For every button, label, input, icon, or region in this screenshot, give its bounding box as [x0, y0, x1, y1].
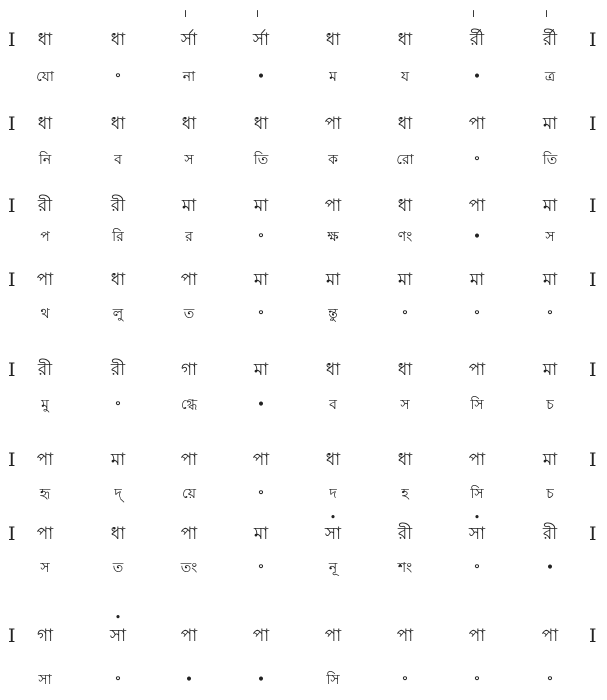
- octave-dot: •: [329, 511, 337, 524]
- lyric-syllable: ॰: [115, 69, 121, 85]
- swara-note: পা: [36, 450, 54, 470]
- bar-separator-right: I: [589, 523, 597, 545]
- lyric-syllable: যো: [36, 69, 54, 85]
- swara-note: পা: [468, 196, 486, 216]
- lyric-syllable: ণং: [397, 229, 413, 245]
- bar-separator-left: I: [8, 359, 16, 381]
- lyric-syllable: •: [256, 672, 266, 688]
- lyric-syllable: হৃ: [39, 486, 51, 502]
- swara-note: ধা: [397, 114, 413, 134]
- bar-separator-right: I: [589, 449, 597, 471]
- swara-note: ধা: [37, 30, 53, 50]
- lyric-syllable: ॰: [474, 560, 480, 576]
- lyric-syllable: ত্র: [544, 69, 556, 85]
- swara-note: ধা: [110, 114, 126, 134]
- swara-note: রী: [37, 360, 53, 380]
- bar-separator-right: I: [589, 625, 597, 647]
- lyric-syllable: সি: [470, 397, 484, 413]
- swara-note: ধা: [397, 30, 413, 50]
- bar-separator-right: I: [589, 195, 597, 217]
- lyric-syllable: স: [40, 560, 50, 576]
- swara-note: পা: [252, 450, 270, 470]
- lyric-syllable: থ: [40, 306, 50, 322]
- lyric-syllable: ॰: [115, 672, 121, 688]
- swara-note: মা: [542, 114, 558, 134]
- bar-separator-right: I: [589, 29, 597, 51]
- lyric-syllable: রি: [112, 229, 124, 245]
- taar-saptak-marker: ।: [470, 7, 476, 20]
- lyric-syllable: ॰: [258, 306, 264, 322]
- swara-note: পা: [468, 626, 486, 646]
- swara-note: মা: [253, 524, 269, 544]
- swara-note: পা: [396, 626, 414, 646]
- swara-note: র্রী: [469, 30, 485, 50]
- lyric-syllable: য়ে: [182, 486, 196, 502]
- bar-separator-left: I: [8, 29, 16, 51]
- lyric-syllable: নি: [38, 152, 52, 168]
- lyric-syllable: •: [472, 69, 482, 85]
- lyric-syllable: তি: [253, 152, 269, 168]
- lyric-syllable: ॰: [258, 229, 264, 245]
- swara-note: পা: [252, 626, 270, 646]
- swara-note: পা: [468, 360, 486, 380]
- octave-dot: •: [114, 611, 122, 624]
- swara-note: মা: [325, 270, 341, 290]
- lyric-syllable: •: [256, 69, 266, 85]
- swara-note: গা: [36, 626, 54, 646]
- swara-note: ধা: [253, 114, 269, 134]
- swara-note: মা: [110, 450, 126, 470]
- swara-note: মা: [253, 196, 269, 216]
- lyric-syllable: ॰: [402, 306, 408, 322]
- swara-note: ধা: [397, 360, 413, 380]
- swara-note: ধা: [110, 524, 126, 544]
- lyric-syllable: ॰: [115, 397, 121, 413]
- swara-note: মা: [469, 270, 485, 290]
- swara-note: র্সা: [252, 30, 270, 50]
- swara-note: ধা: [325, 30, 341, 50]
- lyric-syllable: সা: [38, 672, 52, 688]
- lyric-syllable: ম: [329, 69, 337, 85]
- swara-note: পা: [324, 196, 342, 216]
- lyric-syllable: শং: [397, 560, 413, 576]
- lyric-syllable: দ: [329, 486, 337, 502]
- taar-saptak-marker: ।: [182, 7, 188, 20]
- bar-separator-right: I: [589, 269, 597, 291]
- swara-note: মা: [397, 270, 413, 290]
- lyric-syllable: ব: [114, 152, 122, 168]
- swara-note: পা: [324, 626, 342, 646]
- lyric-syllable: ॰: [258, 560, 264, 576]
- swara-note: ধা: [37, 114, 53, 134]
- swara-note: ধা: [397, 450, 413, 470]
- swara-note: সা: [468, 524, 486, 544]
- lyric-syllable: নূ: [328, 560, 338, 576]
- swara-note: মা: [542, 270, 558, 290]
- lyric-syllable: ॰: [547, 672, 553, 688]
- swara-note: পা: [36, 524, 54, 544]
- swara-note: রী: [110, 360, 126, 380]
- lyric-syllable: •: [184, 672, 194, 688]
- swara-note: পা: [468, 450, 486, 470]
- swara-note: রী: [397, 524, 413, 544]
- taar-saptak-marker: ।: [254, 7, 260, 20]
- swara-note: রী: [542, 524, 558, 544]
- lyric-syllable: ॰: [474, 306, 480, 322]
- swara-note: রী: [37, 196, 53, 216]
- lyric-syllable: ॰: [474, 152, 480, 168]
- swara-note: সা: [109, 626, 127, 646]
- lyric-syllable: ক: [328, 152, 338, 168]
- bar-separator-right: I: [589, 359, 597, 381]
- swara-note: র্রী: [542, 30, 558, 50]
- lyric-syllable: মু: [41, 397, 49, 413]
- lyric-syllable: স: [545, 229, 555, 245]
- lyric-syllable: রো: [396, 152, 414, 168]
- swara-note: মা: [542, 450, 558, 470]
- lyric-syllable: ॰: [547, 306, 553, 322]
- lyric-syllable: লু: [112, 306, 124, 322]
- bar-separator-left: I: [8, 195, 16, 217]
- lyric-syllable: তং: [180, 560, 198, 576]
- lyric-syllable: গ্ধে: [180, 397, 198, 413]
- swara-note: রী: [110, 196, 126, 216]
- lyric-syllable: •: [545, 560, 555, 576]
- lyric-syllable: সি: [326, 672, 340, 688]
- lyric-syllable: সি: [470, 486, 484, 502]
- lyric-syllable: ব: [329, 397, 337, 413]
- lyric-syllable: র: [185, 229, 193, 245]
- bar-separator-left: I: [8, 449, 16, 471]
- swara-note: পা: [36, 270, 54, 290]
- swara-note: সা: [324, 524, 342, 544]
- lyric-syllable: স: [184, 152, 194, 168]
- lyric-syllable: প: [40, 229, 50, 245]
- swara-note: র্সা: [180, 30, 198, 50]
- bar-separator-left: I: [8, 113, 16, 135]
- octave-dot: •: [473, 511, 481, 524]
- taar-saptak-marker: ।: [543, 7, 549, 20]
- lyric-syllable: •: [472, 229, 482, 245]
- lyric-syllable: ক্ষ: [327, 229, 339, 245]
- swara-note: ধা: [181, 114, 197, 134]
- lyric-syllable: ॰: [402, 672, 408, 688]
- swara-note: পা: [324, 114, 342, 134]
- swara-note: মা: [253, 270, 269, 290]
- lyric-syllable: •: [256, 397, 266, 413]
- lyric-syllable: চ: [546, 397, 554, 413]
- bar-separator-right: I: [589, 113, 597, 135]
- lyric-syllable: স: [400, 397, 410, 413]
- swara-note: ধা: [110, 270, 126, 290]
- bar-separator-left: I: [8, 523, 16, 545]
- swara-note: মা: [253, 360, 269, 380]
- swara-note: মা: [542, 360, 558, 380]
- lyric-syllable: হ: [401, 486, 409, 502]
- swara-note: গা: [180, 360, 198, 380]
- swara-note: পা: [468, 114, 486, 134]
- lyric-syllable: না: [182, 69, 196, 85]
- lyric-syllable: দ্: [114, 486, 122, 502]
- lyric-syllable: ত: [183, 306, 195, 322]
- swara-note: মা: [542, 196, 558, 216]
- swara-note: পা: [180, 626, 198, 646]
- lyric-syllable: ন্তু: [328, 306, 338, 322]
- swara-note: মা: [181, 196, 197, 216]
- swara-note: পা: [180, 450, 198, 470]
- swara-note: ধা: [397, 196, 413, 216]
- lyric-syllable: ত: [112, 560, 124, 576]
- bar-separator-left: I: [8, 625, 16, 647]
- bar-separator-left: I: [8, 269, 16, 291]
- lyric-syllable: চ: [546, 486, 554, 502]
- lyric-syllable: ॰: [258, 486, 264, 502]
- swara-note: ধা: [110, 30, 126, 50]
- swara-note: পা: [541, 626, 559, 646]
- swara-note: ধা: [325, 450, 341, 470]
- lyric-syllable: ॰: [474, 672, 480, 688]
- swara-note: পা: [180, 270, 198, 290]
- lyric-syllable: তি: [542, 152, 558, 168]
- swara-note: পা: [180, 524, 198, 544]
- swara-note: ধা: [325, 360, 341, 380]
- lyric-syllable: য: [400, 69, 410, 85]
